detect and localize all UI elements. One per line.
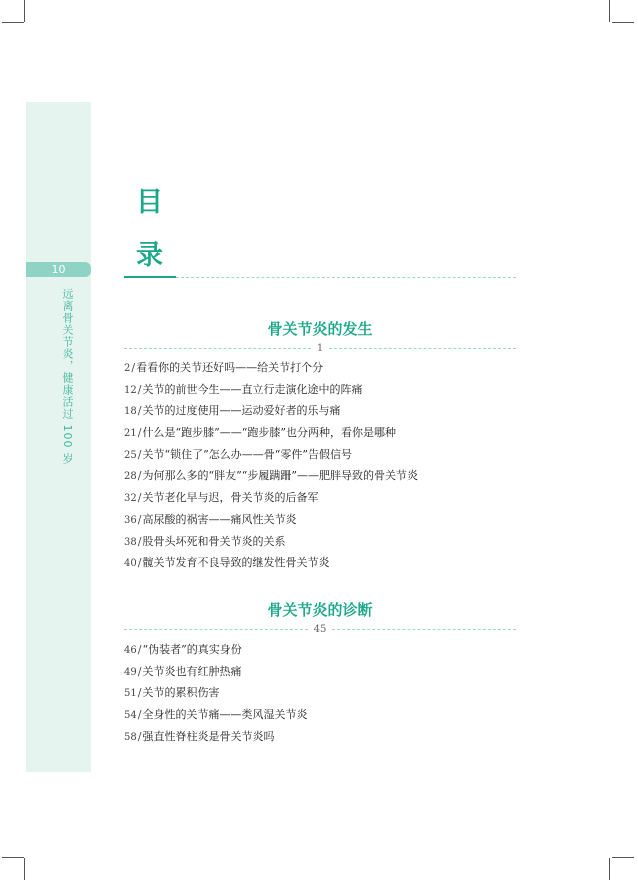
page-number-tab: 10: [26, 262, 91, 277]
toc-entry[interactable]: 18/关节的过度使用——运动爱好者的乐与痛: [124, 404, 341, 418]
crop-mark: [24, 0, 25, 22]
toc-entry[interactable]: 28/为何那么多的“胖友”“步履蹒跚”——肥胖导致的骨关节炎: [124, 469, 418, 483]
toc-entry[interactable]: 25/关节“锁住了”怎么办——骨“零件”告假信号: [124, 447, 352, 461]
crop-mark: [612, 857, 634, 858]
crop-mark: [609, 858, 610, 880]
title-underline: [124, 276, 176, 278]
toc-title-char-2: 录: [136, 240, 163, 271]
section-rule-1: [124, 342, 516, 354]
section-heading-1: 骨关节炎的发生: [267, 320, 373, 338]
crop-mark: [24, 858, 25, 880]
toc-entry[interactable]: 38/股骨头坏死和骨关节炎的关系: [124, 534, 286, 548]
toc-list-section-2: [124, 639, 524, 747]
toc-entry[interactable]: 32/关节老化早与迟，骨关节炎的后备军: [124, 491, 319, 505]
title-divider: [176, 277, 516, 278]
section-start-page: 1: [316, 342, 324, 354]
section-heading-2: 骨关节炎的诊断: [267, 601, 373, 619]
toc-entry[interactable]: 12/关节的前世今生——直立行走演化途中的阵痛: [124, 382, 363, 396]
section-rule-2: [124, 623, 516, 635]
toc-entry[interactable]: 54/全身性的关节痛——类风湿关节炎: [124, 708, 308, 722]
toc-entry[interactable]: 40/髋关节发育不良导致的继发性骨关节炎: [124, 556, 330, 570]
crop-mark: [2, 857, 24, 858]
book-title-vertical: 远离骨关节炎，健康活过 100 岁: [61, 288, 74, 465]
toc-entry[interactable]: 58/强直性脊柱炎是骨关节炎吗: [124, 729, 275, 743]
section-start-page: 45: [313, 623, 327, 635]
crop-mark: [612, 22, 634, 23]
toc-list-section-1: [124, 357, 524, 574]
toc-entry[interactable]: 49/关节炎也有红肿热痛: [124, 664, 242, 678]
toc-entry[interactable]: 46/“伪装者”的真实身份: [124, 643, 242, 656]
crop-mark: [609, 0, 610, 22]
crop-mark: [2, 22, 24, 23]
toc-title-char-1: 目: [136, 187, 163, 218]
toc-entry[interactable]: 21/什么是“跑步膝”——“跑步膝”也分两种，看你是哪种: [124, 426, 396, 440]
toc-entry[interactable]: 2/看看你的关节还好吗——给关节打个分: [124, 361, 324, 374]
toc-entry[interactable]: 51/关节的累积伤害: [124, 686, 220, 700]
toc-entry[interactable]: 36/高尿酸的祸害——痛风性关节炎: [124, 512, 297, 526]
